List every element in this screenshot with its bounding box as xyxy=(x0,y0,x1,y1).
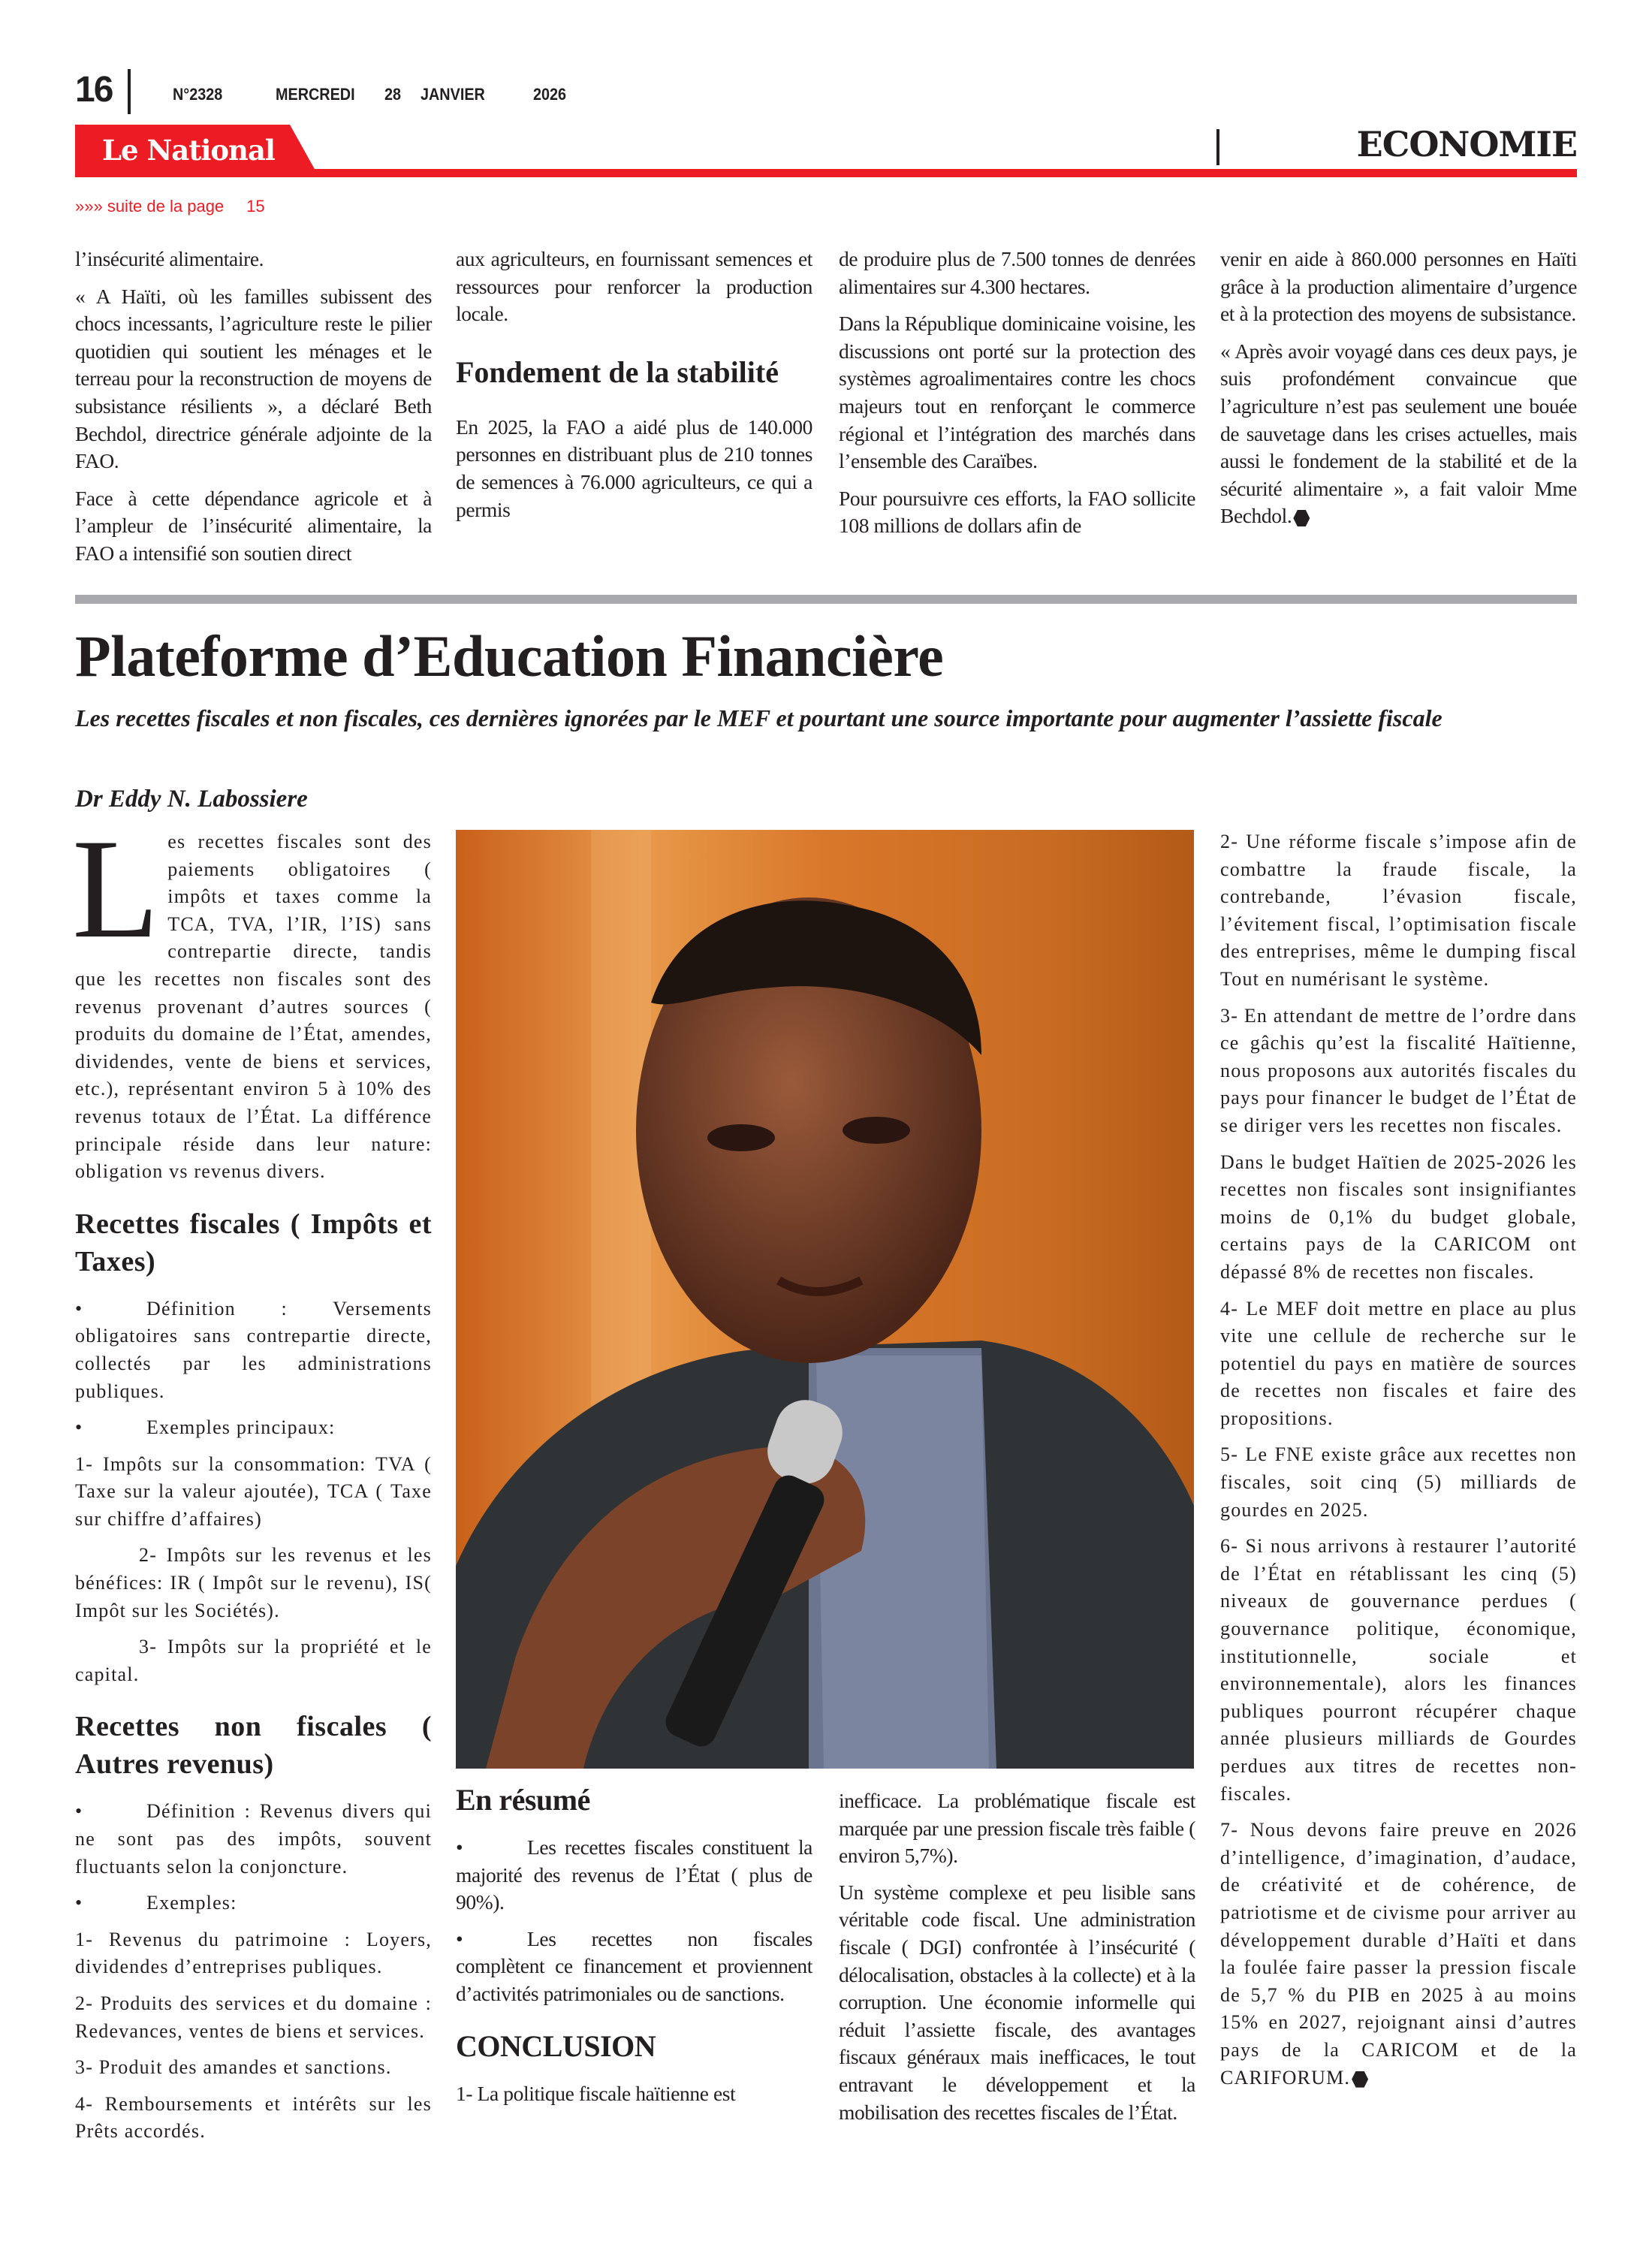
article-separator xyxy=(75,595,1577,604)
end-mark-icon xyxy=(1352,2071,1368,2088)
subheading: En résumé xyxy=(456,1783,590,1817)
paragraph: venir en aide à 860.000 personnes en Haïti grâce à la production alimentaire d’urgence et à la protection des moyens de subsistance. xyxy=(1220,247,1577,326)
article-col-3 xyxy=(839,1787,1195,2135)
brand-logo: Le National xyxy=(102,134,275,167)
prev-article-col-3 xyxy=(839,246,1195,550)
portrait-image xyxy=(456,830,1194,1769)
divider xyxy=(1216,129,1219,165)
issue-number: N°2328 xyxy=(173,85,223,104)
paragraph: de produire plus de 7.500 tonnes de denrées alimentaires sur 4.300 hectares. xyxy=(839,247,1195,298)
paragraph: 7- Nous devons faire preuve en 2026 d’intelligence, d’imagination, d’audace, de créativité et de cohérence, de patriotisme et de civisme pour arriver au développement durable d’Haïti et dans la foulée faire passer la pression fiscale de 5,7 % du PIB en 2025 à au moins 15% en 2027, rejoignant ainsi d’autres pays de la CARICOM et de la CARIFORUM. xyxy=(1220,1819,1577,2089)
paragraph: Face à cette dépendance agricole et à l’ampleur de l’insécurité alimentaire, la FAO a intensifié son soutien direct xyxy=(75,486,432,565)
paragraph: Dans le budget Haïtien de 2025-2026 les recettes non fiscales sont insignifiantes moins de 0,1% du budget globale, certains pays de la CARICOM ont dépassé 8% de recettes non fiscales. xyxy=(1220,1151,1577,1283)
paragraph: Dans la République dominicaine voisine, les discussions ont porté sur la protection des systèmes agroalimentaires contre les chocs majeurs tout en renforçant le commerce régional et l’intégration des marchés dans l’ensemble des Caraïbes. xyxy=(839,312,1195,473)
paragraph: Pour poursuivre ces efforts, la FAO sollicite 108 millions de dollars afin de xyxy=(839,486,1195,538)
list-item: • Les recettes fiscales constituent la majorité des revenus de l’État ( plus de 90%). xyxy=(456,1835,812,1914)
prev-article-col-4 xyxy=(1220,246,1577,540)
continued-page: 15 xyxy=(246,197,265,216)
continued-from[interactable] xyxy=(75,197,265,216)
paragraph: 4- Le MEF doit mettre en place au plus vite une cellule de recherche sur le potentiel du pays en matière de sources de recettes non fiscales et faire des propositions. xyxy=(1220,1297,1577,1429)
drop-cap: L xyxy=(72,810,161,968)
list-item: 1- Impôts sur la consommation: TVA ( Taxe sur la valeur ajoutée), TCA ( Taxe sur chiffre d’affaires) xyxy=(75,1452,432,1530)
list-item: 1- Revenus du patrimoine : Loyers, dividendes d’entreprises publiques. xyxy=(75,1928,432,1978)
continued-label: »»» suite de la page xyxy=(75,197,225,216)
weekday: MERCREDI xyxy=(276,85,355,104)
article-col-4 xyxy=(1220,828,1577,2101)
page-number: 16 xyxy=(75,70,113,110)
list-item: • Les recettes non fiscales complètent ce financement et proviennent d’activités patrimoniales ou de sanctions. xyxy=(456,1926,812,2005)
prev-article-col-1 xyxy=(75,246,432,578)
section-title: ECONOMIE xyxy=(1356,124,1577,164)
subheading: Fondement de la stabilité xyxy=(456,354,779,389)
list-item: 4- Remboursements et intérêts sur les Prêts accordés. xyxy=(75,2092,432,2143)
divider xyxy=(128,69,131,114)
intro-paragraph: Les recettes fiscales sont des paiements obligatoires ( impôts et taxes comme la TCA, TVA, l’IR, l’IS) sans contrepartie directe, tandis que les recettes non fiscales sont des revenus provenant d’autres sources ( produits du domaine de l’État, amendes, dividendes, vente de biens et services, etc.), représentant environ 5 à 10% des revenus totaux de l’État. La différence principale réside dans leur nature: obligation vs revenus divers. xyxy=(72,810,432,1183)
paragraph: En 2025, la FAO a aidé plus de 140.000 personnes en distribuant plus de 210 tonnes de semences à 76.000 agriculteurs, ce qui a permis xyxy=(456,415,812,521)
paragraph: Un système complexe et peu lisible sans véritable code fiscal. Une administration fiscale ( DGI) confrontée à l’insécurité ( délocalisation, obstacles à la collecte) et à la corruption. Une économie informelle qui réduit l’assiette fiscale, des avantages fiscaux généraux mais inefficaces, le tout entravant le développement et la mobilisation des recettes fiscales de l’État. xyxy=(839,1880,1195,2124)
day: 28 xyxy=(384,85,402,104)
article-title: Plateforme d’Education Financière xyxy=(75,623,944,689)
header-rule xyxy=(75,169,1577,177)
subheading: CONCLUSION xyxy=(456,2028,656,2063)
subheading: Recettes fiscales ( Impôts et Taxes) xyxy=(75,1208,432,1277)
list-item: • Définition : Versements obligatoires sans contrepartie directe, collectés par les administrations publiques. xyxy=(75,1297,432,1402)
subheading: Recettes non fiscales ( Autres revenus) xyxy=(75,1711,432,1781)
list-item: 3- Impôts sur la propriété et le capital. xyxy=(75,1636,432,1685)
paragraph: « A Haïti, où les familles subissent des chocs incessants, l’agriculture reste le pilier quotidien qui soutient les ménages et le terreau pour la reconstruction de moyens de subsistance résilients », a déclaré Beth Bechdol, directrice générale adjointe de la FAO. xyxy=(75,284,432,473)
article-author: Dr Eddy N. Labossiere xyxy=(75,786,308,813)
list-item: • Exemples: xyxy=(75,1892,237,1914)
paragraph: 2- Une réforme fiscale s’impose afin de combattre la fraude fiscale, la contrebande, l’évasion fiscale, l’évitement fiscal, l’optimisation fiscale des entreprises, même le dumping fiscal Tout en numérisant le système. xyxy=(1220,831,1577,990)
paragraph: « Après avoir voyagé dans ces deux pays, je suis profondément convaincue que l’agriculture n’est pas seulement une bouée de sauvetage dans les crises actuelles, mais aussi le fondement de la stabilité et de la sécurité alimentaire », a fait valoir Mme Bechdol. xyxy=(1220,339,1577,528)
list-item: 3- Produit des amandes et sanctions. xyxy=(75,2056,392,2079)
list-item: 2- Impôts sur les revenus et les bénéfices: IR ( Impôt sur le revenu), IS( Impôt sur les Sociétés). xyxy=(75,1544,432,1621)
paragraph: l’insécurité alimentaire. xyxy=(75,247,264,270)
author-photo xyxy=(456,830,1194,1769)
paragraph: inefficace. La problématique fiscale est marquée par une pression fiscale très faible ( environ 5,7%). xyxy=(839,1789,1195,1868)
paragraph: 1- La politique fiscale haïtienne est xyxy=(456,2081,736,2105)
paragraph: 5- Le FNE existe grâce aux recettes non fiscales, soit cinq (5) milliards de gourdes en 2025. xyxy=(1220,1443,1577,1521)
prev-article-col-2 xyxy=(456,246,812,533)
end-mark-icon xyxy=(1293,510,1310,526)
article-col-2 xyxy=(456,1781,812,2116)
article-subtitle: Les recettes fiscales et non fiscales, ces dernières ignorées par le MEF et pourtant une source importante pour augmenter l’assiette fiscale xyxy=(75,704,1442,731)
list-item: 2- Produits des services et du domaine : Redevances, ventes de biens et services. xyxy=(75,1992,432,2042)
month: JANVIER xyxy=(421,85,485,104)
list-item: • Exemples principaux: xyxy=(75,1416,336,1439)
paragraph: aux agriculteurs, en fournissant semences et ressources pour renforcer la production locale. xyxy=(456,247,812,326)
year: 2026 xyxy=(533,85,567,104)
list-item: • Définition : Revenus divers qui ne sont pas des impôts, souvent fluctuants selon la conjoncture. xyxy=(75,1800,432,1878)
article-col-1 xyxy=(72,810,432,2155)
paragraph: 6- Si nous arrivons à restaurer l’autorité de l’État en rétablissant les cinq (5) niveaux de gouvernance perdues ( gouvernance politique, économique, institutionnelle, sociale et environnementale), alors les finances publiques pourront récupérer chaque année plusieurs milliards de Gourdes perdues aux titres de recettes non-fiscales. xyxy=(1220,1535,1577,1805)
paragraph: 3- En attendant de mettre de l’ordre dans ce gâchis qu’est la fiscalité Haïtienne, nous proposons aux autorités fiscales du pays pour financer le budget de l’État de se diriger vers les recettes non fiscales. xyxy=(1220,1004,1577,1136)
